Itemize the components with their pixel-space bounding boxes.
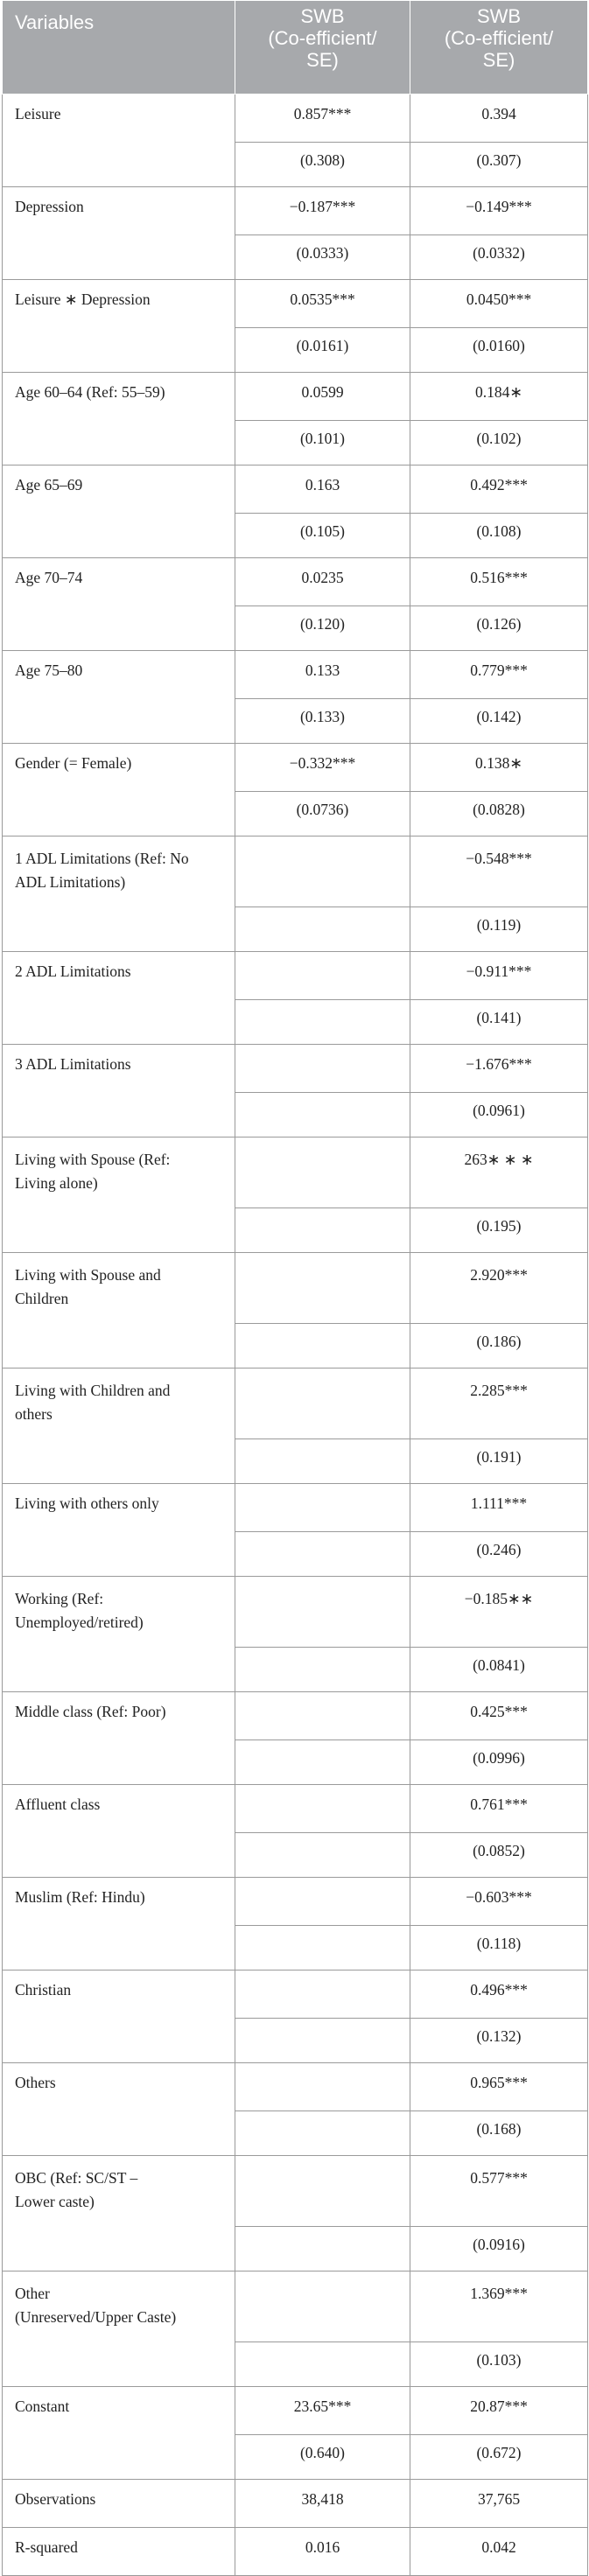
coefficient-model-2: 0.577***	[410, 2156, 588, 2227]
coefficient-model-1: −0.187***	[235, 187, 410, 235]
variable-label: Others	[3, 2063, 235, 2156]
variable-label: Middle class (Ref: Poor)	[3, 1692, 235, 1785]
variable-label: Working (Ref: Unemployed/retired)	[3, 1577, 235, 1692]
table-row-coefficient	[3, 2063, 588, 2111]
variable-label: Depression	[3, 187, 235, 280]
coefficient-model-1: 0.0599	[235, 373, 410, 421]
se-model-1	[235, 1833, 410, 1878]
table-row-coefficient	[3, 836, 588, 907]
se-model-1	[235, 1648, 410, 1692]
table-row-observations	[3, 2480, 588, 2528]
coefficient-model-1	[235, 1577, 410, 1648]
se-model-1: (0.0333)	[235, 235, 410, 280]
table-row-coefficient	[3, 373, 588, 421]
se-model-2: (0.191)	[410, 1439, 588, 1484]
table-row-coefficient	[3, 187, 588, 235]
se-model-2: (0.195)	[410, 1208, 588, 1253]
se-model-1	[235, 1532, 410, 1577]
table-row-coefficient	[3, 1045, 588, 1093]
table-row-coefficient	[3, 651, 588, 699]
coefficient-model-1	[235, 1878, 410, 1926]
coefficient-model-2: −0.548***	[410, 836, 588, 907]
table-row-coefficient	[3, 2156, 588, 2227]
variable-label: 3 ADL Limitations	[3, 1045, 235, 1138]
table-row-coefficient	[3, 2387, 588, 2435]
coefficient-model-1: 0.857***	[235, 94, 410, 143]
variable-label: Living with Children and others	[3, 1368, 235, 1484]
variable-label: Other (Unreserved/Upper Caste)	[3, 2272, 235, 2387]
se-model-2: (0.0332)	[410, 235, 588, 280]
se-model-2: (0.102)	[410, 421, 588, 466]
variable-label: Affluent class	[3, 1785, 235, 1878]
coefficient-model-2: 1.369***	[410, 2272, 588, 2342]
se-model-1	[235, 1000, 410, 1045]
se-model-1	[235, 907, 410, 952]
variable-label: Age 60–64 (Ref: 55–59)	[3, 373, 235, 466]
variable-label: Living with Spouse and Children	[3, 1253, 235, 1368]
se-model-2: (0.0828)	[410, 792, 588, 836]
coefficient-model-1: −0.332***	[235, 744, 410, 792]
coefficient-model-2: 2.920***	[410, 1253, 588, 1324]
se-model-2: (0.119)	[410, 907, 588, 952]
coefficient-model-2: 1.111***	[410, 1484, 588, 1532]
table-header-row	[3, 1, 588, 94]
table-row-coefficient	[3, 94, 588, 143]
table-row-coefficient	[3, 1970, 588, 2019]
se-model-1: (0.0736)	[235, 792, 410, 836]
header-variables: Variables	[3, 1, 235, 94]
table-row-coefficient	[3, 1878, 588, 1926]
se-model-2: (0.0996)	[410, 1740, 588, 1785]
coefficient-model-2: −0.185∗∗	[410, 1577, 588, 1648]
variable-label: Observations	[3, 2480, 235, 2528]
coefficient-model-1: 23.65***	[235, 2387, 410, 2435]
observations-model-2: 37,765	[410, 2480, 588, 2528]
table-row-coefficient	[3, 1484, 588, 1532]
table-row-coefficient	[3, 466, 588, 514]
se-model-2: (0.108)	[410, 514, 588, 558]
coefficient-model-2: 0.965***	[410, 2063, 588, 2111]
coefficient-model-1	[235, 2272, 410, 2342]
coefficient-model-2: −0.149***	[410, 187, 588, 235]
variable-label: Age 75–80	[3, 651, 235, 744]
table-row-coefficient	[3, 1577, 588, 1648]
se-model-2: (0.0961)	[410, 1093, 588, 1138]
coefficient-model-1	[235, 836, 410, 907]
coefficient-model-2: 2.285***	[410, 1368, 588, 1439]
coefficient-model-2: 0.516***	[410, 558, 588, 606]
table-row-coefficient	[3, 1138, 588, 1208]
coefficient-model-1: 0.0535***	[235, 280, 410, 328]
coefficient-model-2: 20.87***	[410, 2387, 588, 2435]
table-row-coefficient	[3, 1253, 588, 1324]
se-model-1	[235, 2342, 410, 2387]
coefficient-model-2: −0.603***	[410, 1878, 588, 1926]
se-model-1	[235, 2019, 410, 2063]
header-swb-model-2: SWB (Co-efficient/ SE)	[410, 1, 588, 94]
se-model-1: (0.120)	[235, 606, 410, 651]
coefficient-model-1	[235, 1368, 410, 1439]
se-model-2: (0.672)	[410, 2435, 588, 2480]
r-squared-model-1: 0.016	[235, 2528, 410, 2576]
coefficient-model-2: 0.0450***	[410, 280, 588, 328]
coefficient-model-1	[235, 1253, 410, 1324]
table-row-coefficient	[3, 2272, 588, 2342]
table-row-coefficient	[3, 558, 588, 606]
se-model-2: (0.0852)	[410, 1833, 588, 1878]
se-model-1	[235, 2111, 410, 2156]
variable-label: Age 70–74	[3, 558, 235, 651]
coefficient-model-2: 0.138∗	[410, 744, 588, 792]
se-model-2: (0.142)	[410, 699, 588, 744]
se-model-1: (0.105)	[235, 514, 410, 558]
se-model-2: (0.141)	[410, 1000, 588, 1045]
coefficient-model-1: 0.163	[235, 466, 410, 514]
se-model-1: (0.101)	[235, 421, 410, 466]
coefficient-model-1	[235, 1138, 410, 1208]
coefficient-model-1: 0.0235	[235, 558, 410, 606]
se-model-1	[235, 1926, 410, 1970]
se-model-2: (0.246)	[410, 1532, 588, 1577]
table-row-coefficient	[3, 1692, 588, 1740]
variable-label: Leisure	[3, 94, 235, 187]
coefficient-model-2: 0.496***	[410, 1970, 588, 2019]
variable-label: Living with Spouse (Ref: Living alone)	[3, 1138, 235, 1253]
variable-label: Constant	[3, 2387, 235, 2480]
variable-label: Muslim (Ref: Hindu)	[3, 1878, 235, 1970]
se-model-1: (0.640)	[235, 2435, 410, 2480]
table-row-coefficient	[3, 280, 588, 328]
variable-label: R-squared	[3, 2528, 235, 2576]
table-row-coefficient	[3, 952, 588, 1000]
se-model-1	[235, 1208, 410, 1253]
table-row-coefficient	[3, 1368, 588, 1439]
se-model-1: (0.308)	[235, 143, 410, 187]
coefficient-model-2: 0.394	[410, 94, 588, 143]
variable-label: Age 65–69	[3, 466, 235, 558]
se-model-1: (0.0161)	[235, 328, 410, 373]
coefficient-model-2: −0.911***	[410, 952, 588, 1000]
variable-label: 1 ADL Limitations (Ref: No ADL Limitations)	[3, 836, 235, 952]
table-row-r-squared	[3, 2528, 588, 2576]
coefficient-model-1: 0.133	[235, 651, 410, 699]
table-row-coefficient	[3, 1785, 588, 1833]
se-model-2: (0.0916)	[410, 2227, 588, 2272]
se-model-2: (0.307)	[410, 143, 588, 187]
variable-label: Leisure ∗ Depression	[3, 280, 235, 373]
coefficient-model-2: −1.676***	[410, 1045, 588, 1093]
coefficient-model-1	[235, 1692, 410, 1740]
se-model-2: (0.132)	[410, 2019, 588, 2063]
coefficient-model-2: 0.492***	[410, 466, 588, 514]
se-model-2: (0.168)	[410, 2111, 588, 2156]
variable-label: OBC (Ref: SC/ST – Lower caste)	[3, 2156, 235, 2272]
header-swb-model-1: SWB (Co-efficient/ SE)	[235, 1, 410, 94]
coefficient-model-2: 0.761***	[410, 1785, 588, 1833]
variable-label: Gender (= Female)	[3, 744, 235, 836]
coefficient-model-1	[235, 952, 410, 1000]
coefficient-model-1	[235, 2063, 410, 2111]
coefficient-model-2: 0.425***	[410, 1692, 588, 1740]
se-model-1	[235, 1740, 410, 1785]
coefficient-model-1	[235, 1484, 410, 1532]
variable-label: 2 ADL Limitations	[3, 952, 235, 1045]
regression-table	[2, 0, 588, 2576]
se-model-1	[235, 2227, 410, 2272]
coefficient-model-1	[235, 1970, 410, 2019]
se-model-1	[235, 1324, 410, 1368]
se-model-1	[235, 1439, 410, 1484]
coefficient-model-2: 0.184∗	[410, 373, 588, 421]
coefficient-model-2: 263∗ ∗ ∗	[410, 1138, 588, 1208]
r-squared-model-2: 0.042	[410, 2528, 588, 2576]
se-model-2: (0.186)	[410, 1324, 588, 1368]
se-model-2: (0.0160)	[410, 328, 588, 373]
se-model-1	[235, 1093, 410, 1138]
table-row-coefficient	[3, 744, 588, 792]
se-model-2: (0.126)	[410, 606, 588, 651]
se-model-2: (0.103)	[410, 2342, 588, 2387]
coefficient-model-1	[235, 1785, 410, 1833]
observations-model-1: 38,418	[235, 2480, 410, 2528]
se-model-2: (0.0841)	[410, 1648, 588, 1692]
variable-label: Christian	[3, 1970, 235, 2063]
se-model-2: (0.118)	[410, 1926, 588, 1970]
variable-label: Living with others only	[3, 1484, 235, 1577]
coefficient-model-1	[235, 2156, 410, 2227]
se-model-1: (0.133)	[235, 699, 410, 744]
coefficient-model-1	[235, 1045, 410, 1093]
coefficient-model-2: 0.779***	[410, 651, 588, 699]
